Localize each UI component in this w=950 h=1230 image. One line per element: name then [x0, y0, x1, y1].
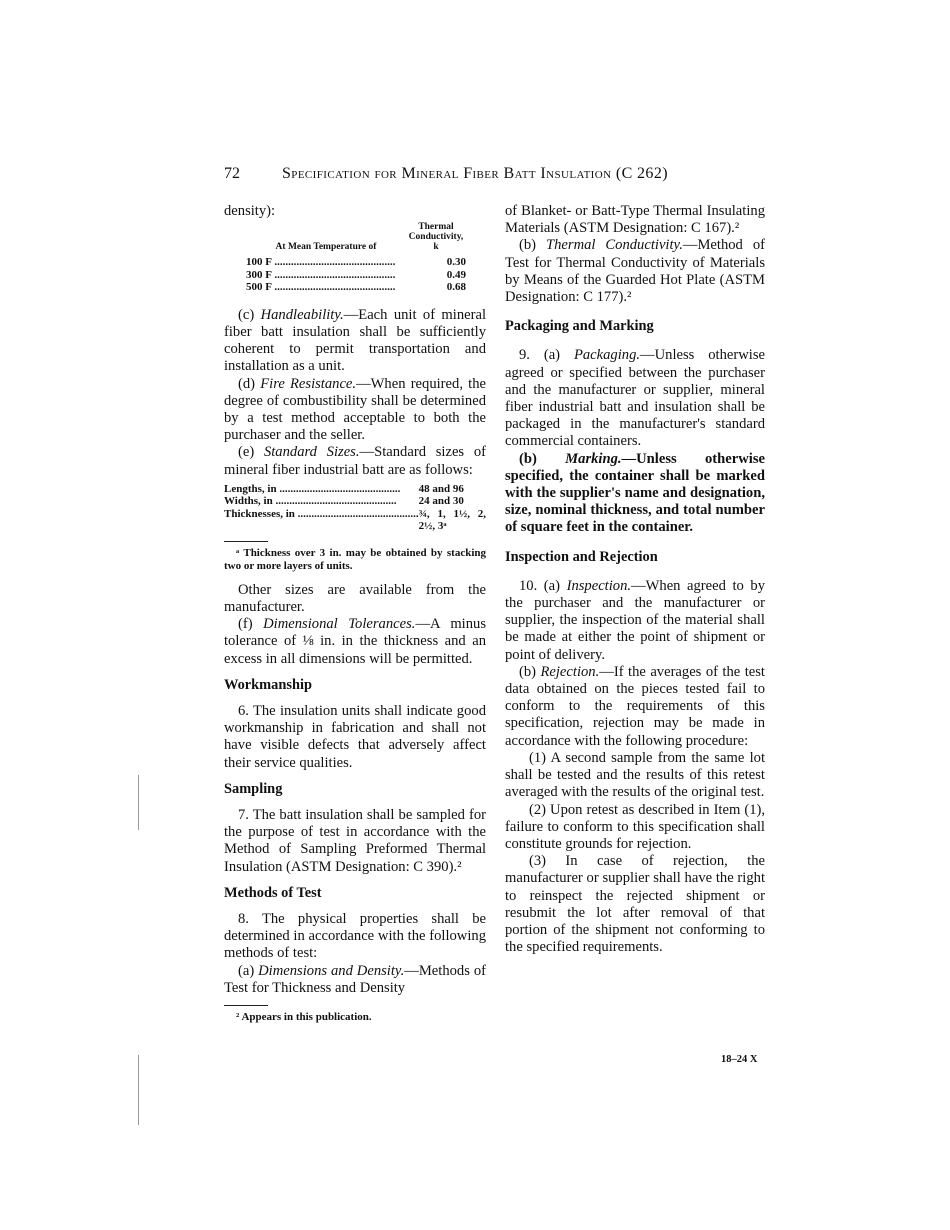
sizes-table	[224, 483, 486, 533]
rejection-item-3: (3) In case of rejection, the manufacturer or supplier shall have the right to reinspect the rejected shipment or resubmit the lot after removal of that portion of the shipment not conforming to the specified requirements.	[505, 853, 765, 956]
table-row	[246, 281, 466, 294]
table-row	[246, 256, 466, 269]
methods-heading: Methods of Test	[224, 884, 322, 901]
thermal-conductivity-paragraph: (b) Thermal Conductivity.—Method of Test for Thermal Conductivity of Materials by Means of the Guarded Hot Plate (ASTM Designation: C 177).²	[505, 237, 765, 306]
k-cell: 0.68	[446, 281, 466, 294]
right-column	[505, 203, 765, 956]
workmanship-heading: Workmanship	[224, 676, 312, 693]
handleability-paragraph: (c) Handleability.—Each unit of mineral fiber batt insulation shall be sufficiently coherent to permit transportation and installation as a unit.	[224, 306, 486, 375]
size-value: 48 and 96	[418, 482, 464, 495]
dimensions-paragraph: (a) Dimensions and Density.—Methods of Test for Thickness and Density	[224, 962, 486, 996]
sampling-paragraph: 7. The batt insulation shall be sampled for the purpose of test in accordance with the Method of Sampling Preformed Thermal Insulation (ASTM Designation: C 390).²	[224, 806, 486, 875]
running-header	[224, 165, 744, 183]
k-cell: 0.30	[446, 256, 466, 269]
table-row	[246, 269, 466, 282]
page-number: 72	[224, 165, 240, 182]
size-value: 24 and 30	[418, 495, 464, 508]
size-value: ¾, 1, 1½, 2, 2½, 3ᵃ	[418, 507, 486, 533]
rejection-item-1: (1) A second sample from the same lot shall be tested and the results of this retest averaged with the results of the original test.	[505, 749, 765, 801]
sampling-heading: Sampling	[224, 780, 283, 797]
table-row: Thicknesses, in ..... ¾, 1, 1½, 2, 2½, 3ᵃ	[224, 508, 486, 533]
running-title: Specification for Mineral Fiber Batt Insulation (C 262)	[282, 165, 668, 182]
scan-margin-line	[138, 775, 139, 830]
other-sizes-paragraph: Other sizes are available from the manufacturer.	[224, 581, 486, 615]
temp-cell: 500 F	[246, 281, 272, 294]
sizes-footnote: ᵃ Thickness over 3 in. may be obtained by stacking two or more layers of units.	[224, 546, 486, 572]
methods-paragraph: 8. The physical properties shall be determined in accordance with the following methods of test:	[224, 910, 486, 962]
continued-paragraph: of Blanket- or Batt-Type Thermal Insulating Materials (ASTM Designation: C 167).²	[505, 203, 765, 237]
density-lead: density):	[224, 203, 276, 219]
workmanship-paragraph: 6. The insulation units shall indicate good workmanship in fabrication and shall not have visible defects that adversely affect their service qualities.	[224, 702, 486, 771]
k-cell: 0.49	[446, 268, 466, 281]
page-footnote: ² Appears in this publication.	[236, 1011, 372, 1023]
packaging-paragraph: 9. (a) Packaging.—Unless otherwise agreed or specified between the purchaser and the manufacturer or supplier, mineral fiber industrial batt and insulation shall be packaged in the manufacturer's standard commercial containers.	[505, 347, 765, 450]
rejection-item-2: (2) Upon retest as described in Item (1), failure to conform to this specification shall constitute grounds for rejection.	[505, 801, 765, 852]
table-row: Lengths, in ..... 48 and 96	[224, 483, 486, 496]
standard-sizes-paragraph: (e) Standard Sizes.—Standard sizes of mineral fiber industrial batt are as follows:	[224, 444, 486, 478]
conductivity-table	[246, 222, 466, 294]
temp-cell: 300 F	[246, 268, 272, 281]
marking-paragraph: (b) Marking.—Unless otherwise specified, the container shall be marked with the supplier's name and designation, size, nominal thickness, and total number of square feet in the container.	[505, 450, 765, 536]
left-column	[224, 203, 486, 1024]
table-footnote-rule	[224, 541, 268, 542]
packaging-heading: Packaging and Marking	[505, 318, 654, 335]
print-code-stamp: 18–24 X	[721, 1054, 758, 1065]
inspection-paragraph: 10. (a) Inspection.—When agreed to by the purchaser and the manufacturer or supplier, the inspection of the material shall be made at either the point of shipment or point of delivery.	[505, 577, 765, 663]
fire-resistance-paragraph: (d) Fire Resistance.—When required, the degree of combustibility shall be determined by a test method acceptable to both the purchaser and the seller.	[224, 375, 486, 444]
rejection-paragraph: (b) Rejection.—If the averages of the test data obtained on the pieces tested fail to conform to the requirements of this specification, rejection may be made in accordance with the following procedure:	[505, 663, 765, 749]
temp-cell: 100 F	[246, 256, 272, 269]
tolerance-paragraph: (f) Dimensional Tolerances.—A minus tolerance of ⅛ in. in the thickness and an excess in all dimensions will be permitted.	[224, 616, 486, 667]
scan-margin-line	[138, 1055, 139, 1125]
table-row: Widths, in ..... 24 and 30	[224, 495, 486, 508]
page-footnote-rule	[224, 1005, 268, 1006]
inspection-heading: Inspection and Rejection	[505, 548, 658, 565]
conductivity-col-temp-header: At Mean Temperature of	[275, 242, 377, 253]
conductivity-col-k-header: Thermal Conductivity, k	[408, 222, 464, 253]
